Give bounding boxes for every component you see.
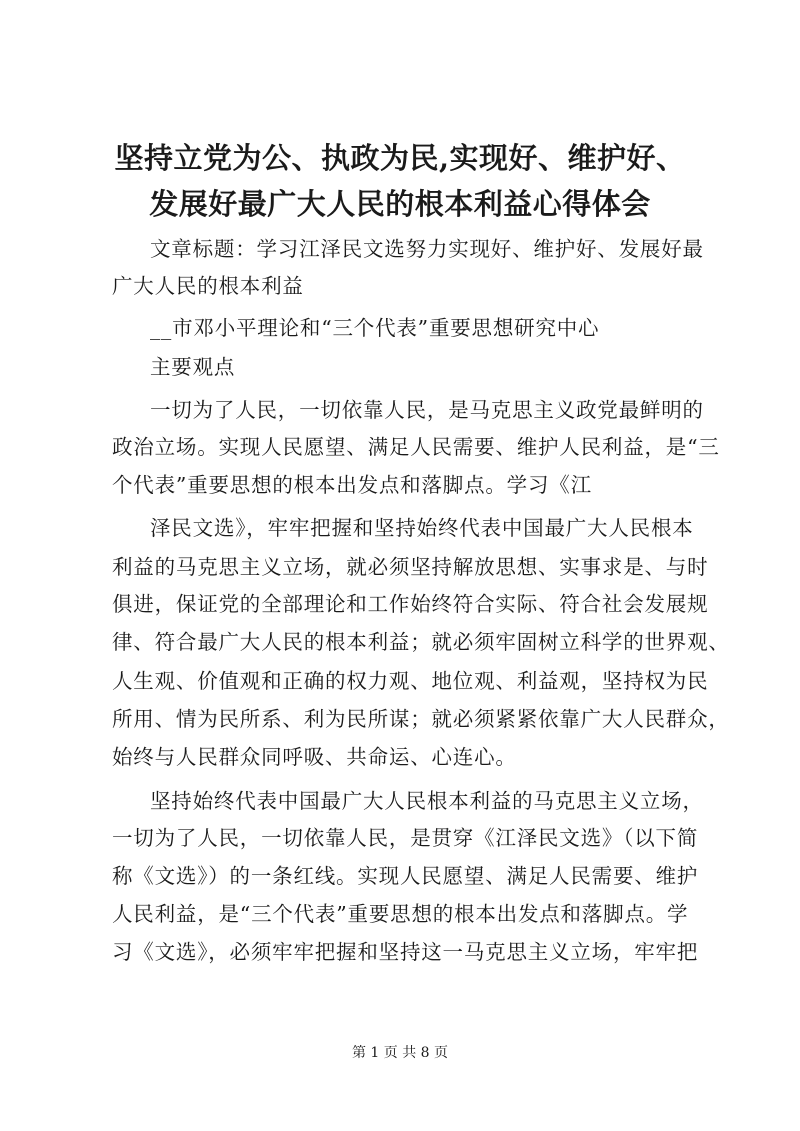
paragraph-line: 习《文选》，必须牢牢把握和坚持这一马克思主义立场，牢牢把 <box>112 940 699 964</box>
page-number-footer: 第 1 页 共 8 页 <box>351 1045 449 1061</box>
document-title-line-1: 坚持立党为公、执政为民,实现好、维护好、 <box>114 141 686 175</box>
paragraph-line: 称《文选》）的一条红线。实现人民愿望、满足人民需要、维护 <box>112 864 699 888</box>
paragraph-line: 坚持始终代表中国最广大人民根本利益的马克思主义立场， <box>150 789 704 813</box>
paragraph-line: 人生观、价值观和正确的权力观、地位观、利益观，坚持权为民 <box>112 669 709 693</box>
paragraph-line: 政治立场。实现人民愿望、满足人民需要、维护人民利益，是“三 <box>112 435 720 459</box>
article-title-line-2: 广大人民的根本利益 <box>112 274 304 298</box>
paragraph-line: 利益的马克思主义立场，就必须坚持解放思想、实事求是、与时 <box>112 555 709 579</box>
paragraph-line: 泽民文选》，牢牢把握和坚持始终代表中国最广大人民根本 <box>150 516 694 540</box>
paragraph-line: 所用、情为民所系、利为民所谋；就必须紧紧依靠广大人民群众， <box>112 707 730 731</box>
paragraph-line: 一切为了人民，一切依靠人民，是贯穿《江泽民文选》（以下简 <box>112 826 699 850</box>
paragraph-line: 人民利益，是“三个代表”重要思想的根本出发点和落脚点。学 <box>112 902 689 926</box>
section-heading: 主要观点 <box>150 355 236 379</box>
paragraph-line: 俱进，保证党的全部理论和工作始终符合实际、符合社会发展规 <box>112 592 709 616</box>
paragraph-line: 始终与人民群众同呼吸、共命运、心连心。 <box>112 745 517 769</box>
author-line: __市邓小平理论和“三个代表”重要思想研究中心 <box>150 316 600 340</box>
document-title-line-2: 发展好最广大人民的根本利益心得体会 <box>149 187 651 221</box>
paragraph-line: 一切为了人民，一切依靠人民，是马克思主义政党最鲜明的 <box>150 398 704 422</box>
paragraph-line: 律、符合最广大人民的根本利益；就必须牢固树立科学的世界观、 <box>112 630 730 654</box>
article-title-line-1: 文章标题：学习江泽民文选努力实现好、维护好、发展好最 <box>150 237 704 261</box>
paragraph-line: 个代表”重要思想的根本出发点和落脚点。学习《江 <box>112 473 592 497</box>
